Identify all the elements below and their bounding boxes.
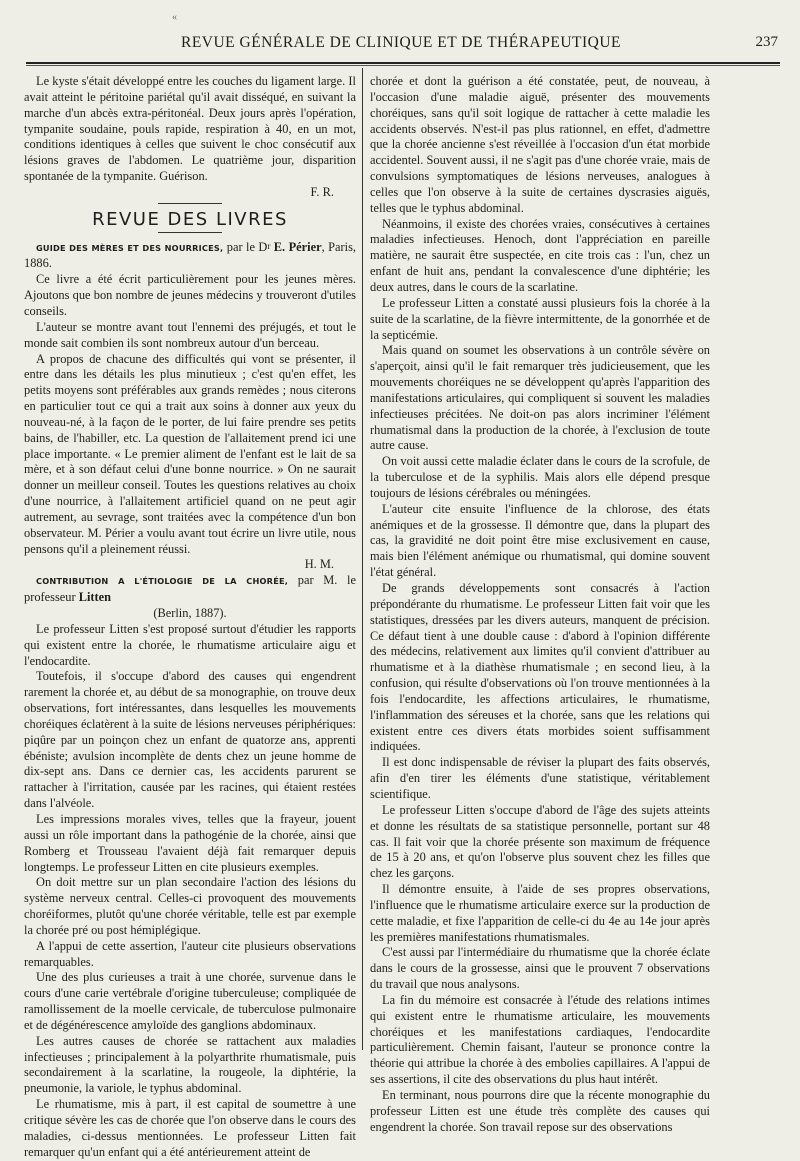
book1-title: GUIDE DES MÈRES ET DES NOURRICES, (36, 242, 224, 253)
right-paragraph: L'auteur cite ensuite l'influence de la chlorose, des états anémiques et de la grossesse. Il démontre que, dans la plupart des cas, la gravidité ne doit point être mise exclusivement en cause, mais bien l'élément anémique ou rhumatismal, qui domine souvent l'état général. (370, 501, 710, 580)
running-header (22, 12, 780, 56)
book2-paragraph: Le rhumatisme, mis à part, il est capital de soumettre à une critique sévère les cas de chorée que l'on observe dans le cours des maladies, ci-dessus mentionnées. Le professeur Litten fait remarquer qu'un enfant qui a été antérieurement atteint de (24, 1097, 356, 1159)
book1-place: , Paris, 1886. (24, 239, 356, 271)
book2-heading (24, 573, 356, 606)
section-title: REVUE DES LIVRES (92, 208, 288, 230)
book2-paragraph: Le professeur Litten s'est proposé surtout d'étudier les rapports qui existent entre la chorée, le rhumatisme articulaire aigu et l'endocardite. (24, 621, 356, 668)
book2-place: (Berlin, 1887). (153, 606, 227, 620)
ink-mark: « (172, 12, 177, 23)
right-paragraph: En terminant, nous pourrons dire que la récente monographie du professeur Litten est une étude très complète des causes qui engendrent la chorée. Son travail repose sur des observations (370, 1088, 710, 1134)
book1-paragraph: L'auteur se montre avant tout l'ennemi des préjugés, et tout le monde sait combien ils sont nombreux autour d'un berceau. (24, 319, 356, 350)
right-paragraph: C'est aussi par l'intermédiaire du rhumatisme que la chorée éclate dans le cours de la grossesse, ainsi que le prouvent 7 observations du travail que nous analysons. (370, 945, 710, 992)
journal-title: REVUE GÉNÉRALE DE CLINIQUE ET DE THÉRAPEUTIQUE (180, 34, 621, 51)
book2-paragraph: On doit mettre sur un plan secondaire l'action des lésions du système nerveux central. Celles-ci provoquent des mouvements choréiformes, plutôt qu'une chorée véritable, telle est par exemple la chorée pré ou post hémiplégique. (24, 875, 356, 937)
book1-by: par le D (223, 239, 268, 254)
right-paragraph: Il démontre ensuite, à l'aide de ses propres observations, l'influence que le rhumatisme articulaire exerce sur la production de cette maladie, et fixe l'apparition de celle-ci du 4e au 14e jour après les premières manifestations rhumatismales. (370, 882, 710, 944)
book2-by: par M. le professeur (24, 573, 356, 605)
column-separator (362, 68, 363, 1050)
section-rule-bottom (158, 232, 222, 233)
book2-paragraph: Une des plus curieuses a trait à une chorée, survenue dans le cours d'une carie vertébrale d'origine tuberculeuse; compliquée de ramollissement de la moelle cervicale, de tuberculose pulmonaire et de dégénérescence amyloïde des ganglions abdominaux. (24, 970, 356, 1032)
book1-signature: H. M. (304, 557, 334, 572)
book2-paragraph: A l'appui de cette assertion, l'auteur cite plusieurs observations remarquables. (24, 938, 356, 969)
book1-author: E. Périer (270, 239, 322, 254)
book2-paragraph: Toutefois, il s'occupe d'abord des causes qui engendrent rarement la chorée et, au début de sa monographie, on trouve deux observations, fort intéressantes, dans lesquelles les mouvements choréiques éclatèrent à la suite de lésions nerveuses périphériques: piqûre par un poinçon chez un enfant de quatorze ans, apprenti ébéniste; avulsion incomplète de dents chez un jeune homme de dix-sept ans. Dans ce dernier cas, les accidents parurent se rattacher à l'irritation, causée par les racines, qui étaient restées dans l'alvéole. (24, 669, 356, 811)
section-rule-top (158, 203, 222, 204)
header-rule (26, 62, 780, 64)
book2-paragraph: Les autres causes de chorée se rattachent aux maladies infectieuses ; principalement à la polyarthrite rhumatismale, puis secondairement à la scarlatine, la rougeole, la diphtérie, la pneumonie, la variole, le typhus abdominal. (24, 1033, 356, 1096)
right-column (370, 74, 710, 1136)
book2-title: CONTRIBUTION A L'ÉTIOLOGIE DE LA CHORÉE, (36, 576, 289, 587)
book2-paragraph: Les impressions morales vives, telles que la frayeur, jouent aussi un rôle important dans la pathogénie de la chorée, ainsi que Romberg et Trousseau l'avaient déjà fait remarquer depuis longtemps. Le professeur Litten en cite plusieurs exemples. (24, 811, 356, 874)
right-paragraph: La fin du mémoire est consacrée à l'étude des relations intimes qui existent entre le rhumatisme articulaire, les mouvements choréiques et les manifestations cardiaques, l'endocardite particulièrement. Chemin faisant, l'auteur se prononce contre la théorie qui attribue la chorée à des embolies capillaires. A l'appui de ses assertions, il cite des observations du plus haut intérêt. (370, 992, 710, 1087)
right-paragraph: On voit aussi cette maladie éclater dans le cours de la scrofule, de la tuberculose et de la syphilis. Mais alors elle dépend presque toujours de lésions cérébrales ou méningées. (370, 454, 710, 500)
right-paragraph: Le professeur Litten a constaté aussi plusieurs fois la chorée à la suite de la scarlatine, de la fièvre intermittente, de la gonorrhée et de la septicémie. (370, 295, 710, 342)
page-number: 237 (755, 34, 778, 50)
book1-by-sup: r (267, 240, 271, 251)
right-paragraph: Il est donc indispensable de réviser la plupart des faits observés, afin d'en tirer les éléments d'une statistique, véritablement scientifique. (370, 755, 710, 801)
right-paragraph: Mais quand on soumet les observations à un contrôle sévère on s'aperçoit, ainsi qu'il le fait remarquer très judicieusement, que les mouvements choréiques ne se développent qu'après l'apparition des manifestations articulaires, qui compliquent si souvent les maladies infectieuses précitées. Ne doit-on pas alors incriminer l'élément rhumatismal dans la production de la chorée, à l'exclusion de toute autre cause. (370, 343, 710, 453)
book2-author: Litten (78, 590, 112, 605)
right-paragraph: Néanmoins, il existe des chorées vraies, consécutives à certaines maladies infectieuses. Henoch, dont l'appréciation en pareille matière, ne saurait être suspectée, en cite trois cas : l'un, chez un enfant de huit ans, pendant la convalescence d'une diphtérie; les deux autres, dans le cours de la scarlatine. (370, 216, 710, 294)
book1-heading (24, 239, 356, 273)
right-paragraph: Le professeur Litten s'occupe d'abord de l'âge des sujets atteints et donne les résultats de sa statistique personnelle, portant sur 48 cas. Il fait voir que la chorée présente son maximum de fréquence de 15 à 20 ans, et qu'on l'observe plus souvent chez les filles que chez les garçons. (370, 802, 710, 881)
book1-paragraph: Ce livre a été écrit particulièrement pour les jeunes mères. Ajoutons que bon nombre de jeunes médecins y trouveront d'utiles conseils. (24, 272, 356, 318)
header-rule-thin (26, 65, 780, 66)
right-paragraph: chorée et dont la guérison a été constatée, peut, de nouveau, à l'occasion d'une maladie aiguë, présenter des mouvements choréiques, sans qu'il soit logique de rattacher à cette maladie les accidents observés. N'est-il pas plus rationnel, en effet, d'admettre que la chorée ancienne s'est réveillée à l'occasion d'un état morbide accidentel. Souvent aussi, il ne s'agit pas d'une chorée vraie, mais de convulsions symptomatiques de lésions nerveuses, analogues à celles que l'on observe à la suite de certaines dyscrasies aiguës, telles que le typhus abdominal. (370, 74, 710, 215)
right-paragraph: De grands développements sont consacrés à l'action prépondérante du rhumatisme. Le professeur Litten fait voir que les statistiques, dressées par les divers auteurs, manquent de précision. Ce défaut tient à une double cause : d'abord à l'opinion différente des médecins, relativement aux limites qu'il convient d'attribuer au rhumatisme et à la diathèse rhumatismale ; en second lieu, à la confusion, qui résulte d'observations où l'on trouve mentionnées à la fois l'endocardite, les affections articulaires, le rhumatisme, l'inflammation des séreuses et la chorée, sans que les relations qui existent entre ces divers états morbides soient suffisamment indiquées. (370, 581, 710, 754)
intro-signature: F. R. (310, 184, 334, 199)
intro-paragraph: Le kyste s'était développé entre les couches du ligament large. Il avait atteint le péritoine pariétal qu'il avait disséqué, en suivant la marche d'un abcès extra-péritonéal. Deux jours après l'opération, tympanite soudaine, pouls rapide, respiration à 40, en un mot, conditions identiques à celles que suivent le choc consécutif aux lésions graves de l'abdomen. Le quatrième jour, disparition spontanée de la tympanite. Guérison. (24, 74, 356, 184)
book1-paragraph: A propos de chacune des difficultés qui vont se présenter, il entre dans les détails les plus minutieux ; c'est qu'en effet, les petits moyens sont préférables aux grands remèdes ; nous citerons en particulier tout ce qui a trait aux soins à donner aux yeux du nouveau-né, à la façon de le porter, de lui faire prendre ses petits bains, de l'habiller, etc. La question de l'allaitement prend ici une place importante. « Le premier aliment de l'enfant est le lait de sa mère, et à son défaut celui d'une bonne nourrice. » On ne saurait donner un meilleur conseil. Toutes les questions relatives au choix d'une nourrice, à l'allaitement artificiel quand on ne peut agir autrement, au sevrage, sont traitées avec la compétence d'un bon observateur. M. Périer a voulu avant tout écrire un livre utile, nous pensons qu'il a pleinement réussi. (24, 351, 356, 556)
left-column (24, 74, 356, 1161)
